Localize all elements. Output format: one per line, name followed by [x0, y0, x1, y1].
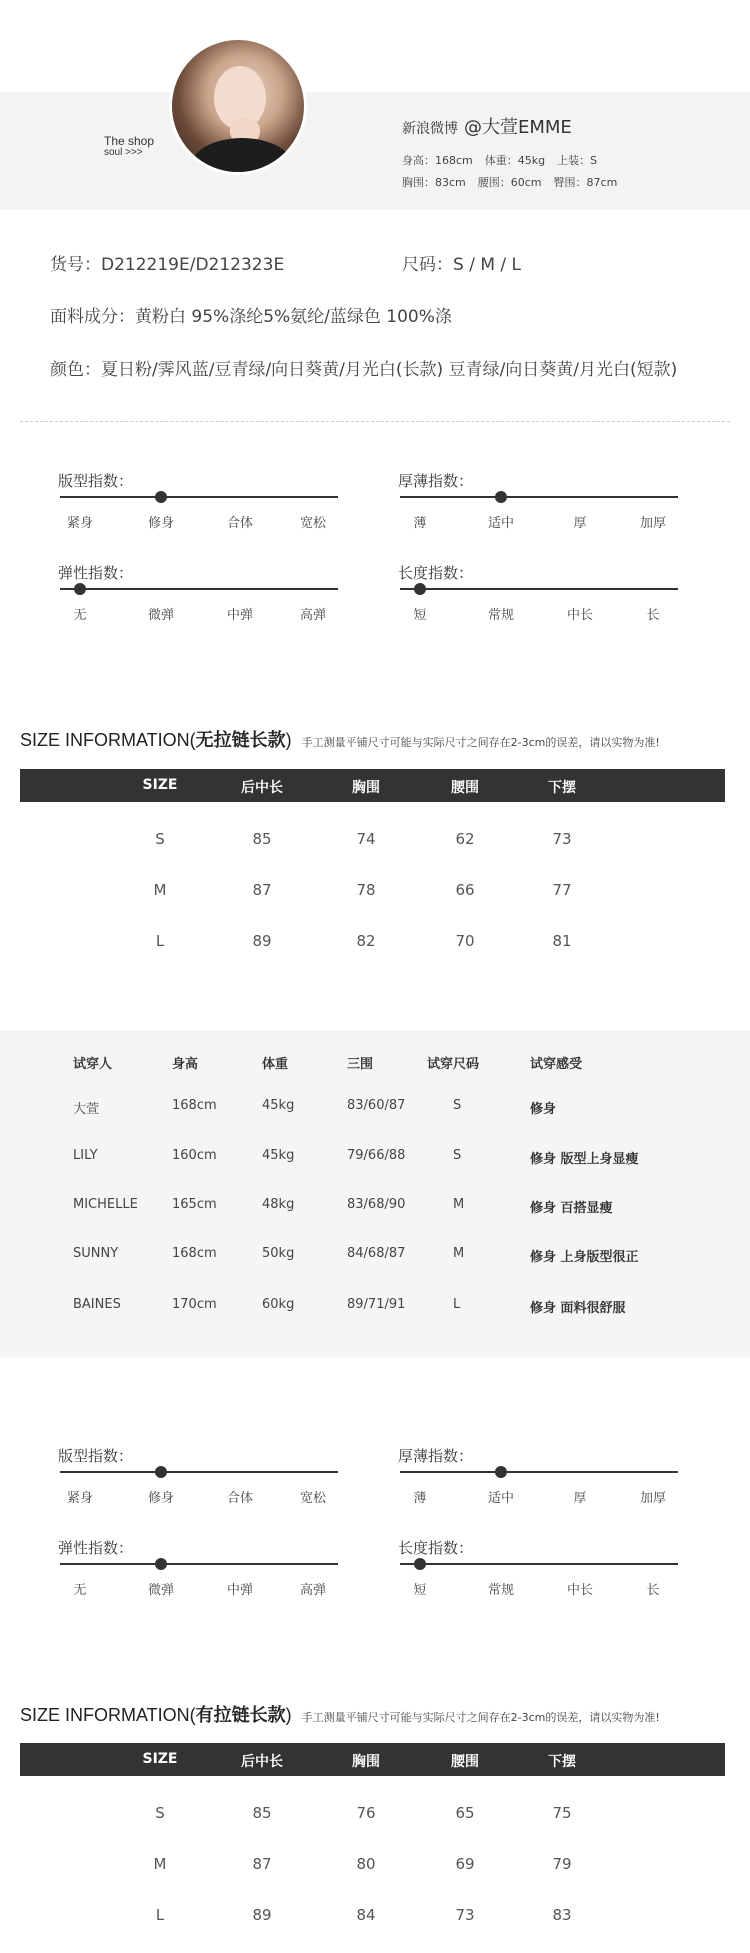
- index-label: 中弹: [226, 608, 253, 623]
- index-title: 版型指数：: [58, 472, 134, 490]
- index-marker: [414, 1558, 426, 1570]
- weibo-line: [402, 113, 572, 139]
- tryon-cell: 45kg: [262, 1148, 295, 1163]
- index-label: 宽松: [299, 1491, 326, 1506]
- index-label: 合体: [226, 1491, 253, 1506]
- size-table-cell: 74: [356, 830, 376, 848]
- size-table-2-title: [20, 1701, 660, 1727]
- tryon-cell: MICHELLE: [73, 1197, 138, 1212]
- size-table-cell: 82: [356, 932, 376, 950]
- size-table-1-title: [20, 726, 660, 752]
- tryon-cell: 83/60/87: [347, 1098, 406, 1113]
- size-note: 手工测量平铺尺寸可能与实际尺寸之间存在2-3cm的误差，请以实物为准!: [301, 736, 660, 749]
- index-marker: [495, 1466, 507, 1478]
- size-title-bold: 无拉链长款: [195, 730, 286, 750]
- size-table-cell: 89: [252, 932, 272, 950]
- index-title: 长度指数：: [398, 1539, 474, 1557]
- index-label: 常规: [487, 608, 514, 623]
- index-label: 薄: [413, 1491, 427, 1506]
- index-track: [60, 1471, 338, 1473]
- product-sizes: 尺码：S / M / L: [402, 255, 521, 275]
- tryon-cell: 大萱: [73, 1102, 100, 1117]
- index-label: 短: [413, 608, 427, 623]
- product-sku: 货号：D212219E/D212323E: [50, 255, 285, 275]
- index-label: 紧身: [66, 1491, 93, 1506]
- dashed-divider: [20, 421, 730, 422]
- size-title-prefix: SIZE INFORMATION(: [20, 1705, 196, 1725]
- index-label: 微弹: [147, 608, 174, 623]
- index-label: 紧身: [66, 516, 93, 531]
- stat-weight: 体重：45kg: [484, 154, 546, 167]
- index-title: 厚薄指数：: [398, 472, 474, 490]
- index-label: 微弹: [147, 1583, 174, 1598]
- shop-tag-line1: The shop: [104, 134, 155, 148]
- stat-bust: 胸围：83cm: [402, 176, 466, 189]
- size-table-cell: 87: [252, 1855, 272, 1873]
- size-table-cell: S: [155, 830, 165, 848]
- index-label: 修身: [147, 516, 174, 531]
- tryon-cell: LILY: [73, 1148, 98, 1163]
- product-colors: 颜色：夏日粉/霁风蓝/豆青绿/向日葵黄/月光白(长款) 豆青绿/向日葵黄/月光白(短款): [50, 360, 678, 380]
- index-track: [60, 1563, 338, 1565]
- tryon-column-header: 试穿感受: [530, 1057, 583, 1072]
- model-avatar: [169, 37, 307, 175]
- length-index-scale-2: [398, 1537, 683, 1597]
- size-table-cell: 75: [552, 1804, 572, 1822]
- size-table-cell: M: [153, 1855, 167, 1873]
- index-label: 中长: [566, 1583, 593, 1598]
- size-title-suffix: ): [285, 1705, 292, 1725]
- thickness-index-scale-2: [398, 1445, 683, 1505]
- size-column-header: 胸围: [352, 780, 380, 796]
- fit-index-scale-2: [58, 1445, 343, 1505]
- tryon-cell: SUNNY: [73, 1246, 119, 1261]
- index-marker: [74, 583, 86, 595]
- tryon-cell: 修身 百搭显瘦: [530, 1201, 613, 1216]
- tryon-cell: 165cm: [172, 1197, 217, 1212]
- size-table-cell: 76: [356, 1804, 376, 1822]
- length-index-scale: [398, 562, 683, 622]
- index-title: 长度指数：: [398, 564, 474, 582]
- index-title: 弹性指数：: [58, 564, 134, 582]
- size-title-prefix: SIZE INFORMATION(: [20, 730, 196, 750]
- index-label: 厚: [573, 516, 587, 531]
- stat-waist: 腰围：60cm: [477, 176, 542, 189]
- stat-height: 身高：168cm: [402, 154, 473, 167]
- size-column-header: SIZE: [142, 1751, 178, 1767]
- model-stats-row2: [402, 172, 629, 194]
- size-table-cell: 89: [252, 1906, 272, 1924]
- index-label: 加厚: [639, 516, 666, 531]
- size-column-header: 下摆: [548, 780, 576, 796]
- size-table-cell: M: [153, 881, 167, 899]
- size-title-suffix: ): [285, 730, 292, 750]
- size-table-cell: 73: [455, 1906, 475, 1924]
- size-column-header: 后中长: [241, 1754, 283, 1770]
- index-label: 高弹: [299, 1583, 326, 1598]
- tryon-cell: 45kg: [262, 1098, 295, 1113]
- index-marker: [155, 1558, 167, 1570]
- index-label: 长: [646, 1583, 660, 1598]
- index-label: 宽松: [299, 516, 326, 531]
- index-title: 版型指数：: [58, 1447, 134, 1465]
- index-label: 厚: [573, 1491, 587, 1506]
- size-column-header: 腰围: [451, 780, 479, 796]
- index-track: [60, 496, 338, 498]
- size-table-cell: 77: [552, 881, 572, 899]
- size-table-cell: 69: [455, 1855, 475, 1873]
- index-marker: [155, 1466, 167, 1478]
- size-table-cell: 66: [455, 881, 475, 899]
- stat-hip: 臀围：87cm: [553, 176, 618, 189]
- tryon-cell: 168cm: [172, 1098, 217, 1113]
- model-stats-row1: [402, 150, 629, 172]
- size-table-cell: 81: [552, 932, 572, 950]
- tryon-cell: 89/71/91: [347, 1297, 406, 1312]
- index-track: [60, 588, 338, 590]
- index-label: 适中: [487, 516, 514, 531]
- tryon-cell: M: [453, 1246, 465, 1261]
- size-table-cell: 62: [455, 830, 475, 848]
- size-table-cell: 85: [252, 830, 272, 848]
- tryon-cell: 48kg: [262, 1197, 295, 1212]
- weibo-label: 新浪微博: [402, 121, 458, 137]
- size-table-cell: 83: [552, 1906, 572, 1924]
- index-label: 合体: [226, 516, 253, 531]
- tryon-cell: 修身 上身版型很正: [530, 1250, 639, 1265]
- size-table-2-header: [20, 1743, 725, 1776]
- size-table-cell: 80: [356, 1855, 376, 1873]
- size-table-1-header: [20, 769, 725, 802]
- size-column-header: 下摆: [548, 1754, 576, 1770]
- size-table-cell: 84: [356, 1906, 376, 1924]
- model-stats: [402, 150, 629, 194]
- tryon-cell: 160cm: [172, 1148, 217, 1163]
- size-column-header: SIZE: [142, 777, 178, 793]
- size-table-cell: 78: [356, 881, 376, 899]
- index-label: 短: [413, 1583, 427, 1598]
- tryon-cell: 84/68/87: [347, 1246, 406, 1261]
- size-column-header: 后中长: [241, 780, 283, 796]
- index-label: 高弹: [299, 608, 326, 623]
- index-title: 弹性指数：: [58, 1539, 134, 1557]
- index-marker: [414, 583, 426, 595]
- fit-index-scale: [58, 470, 343, 530]
- elasticity-index-scale-2: [58, 1537, 343, 1597]
- index-track: [400, 1563, 678, 1565]
- index-label: 常规: [487, 1583, 514, 1598]
- tryon-cell: 168cm: [172, 1246, 217, 1261]
- tryon-cell: 83/68/90: [347, 1197, 406, 1212]
- tryon-cell: L: [453, 1297, 461, 1312]
- index-marker: [155, 491, 167, 503]
- elasticity-index-scale: [58, 562, 343, 622]
- index-marker: [495, 491, 507, 503]
- index-track: [400, 496, 678, 498]
- size-table-cell: L: [155, 1906, 165, 1924]
- tryon-column-header: 试穿尺码: [427, 1057, 480, 1072]
- tryon-cell: S: [453, 1098, 462, 1113]
- index-title: 厚薄指数：: [398, 1447, 474, 1465]
- avatar-body: [190, 138, 294, 175]
- size-column-header: 胸围: [352, 1754, 380, 1770]
- size-table-cell: 87: [252, 881, 272, 899]
- index-label: 薄: [413, 516, 427, 531]
- tryon-column-header: 试穿人: [73, 1057, 113, 1072]
- size-note: 手工测量平铺尺寸可能与实际尺寸之间存在2-3cm的误差，请以实物为准!: [301, 1711, 660, 1724]
- tryon-cell: BAINES: [73, 1297, 121, 1312]
- tryon-cell: S: [453, 1148, 462, 1163]
- index-label: 中长: [566, 608, 593, 623]
- product-fabric: 面料成分：黄粉白 95%涤纶5%氨纶/蓝绿色 100%涤: [50, 307, 452, 327]
- size-table-cell: 79: [552, 1855, 572, 1873]
- weibo-handle: @大萱EMME: [464, 117, 572, 138]
- index-label: 长: [646, 608, 660, 623]
- shop-tag-line2: soul >>>: [104, 147, 143, 158]
- index-label: 修身: [147, 1491, 174, 1506]
- tryon-column-header: 身高: [172, 1057, 199, 1072]
- tryon-cell: 50kg: [262, 1246, 295, 1261]
- shop-tag: [104, 135, 154, 159]
- tryon-cell: 修身: [530, 1102, 557, 1117]
- index-track: [400, 588, 678, 590]
- size-table-cell: 65: [455, 1804, 475, 1822]
- tryon-cell: M: [453, 1197, 465, 1212]
- index-label: 无: [73, 608, 87, 623]
- size-table-cell: 70: [455, 932, 475, 950]
- size-table-cell: L: [155, 932, 165, 950]
- index-label: 加厚: [639, 1491, 666, 1506]
- tryon-cell: 修身 面料很舒服: [530, 1301, 626, 1316]
- index-label: 适中: [487, 1491, 514, 1506]
- size-table-cell: S: [155, 1804, 165, 1822]
- tryon-column-header: 体重: [262, 1057, 289, 1072]
- size-title-bold: 有拉链长款: [195, 1705, 286, 1725]
- index-track: [400, 1471, 678, 1473]
- tryon-cell: 170cm: [172, 1297, 217, 1312]
- stat-top-size: 上装：S: [557, 154, 598, 167]
- index-label: 无: [73, 1583, 87, 1598]
- size-column-header: 腰围: [451, 1754, 479, 1770]
- index-label: 中弹: [226, 1583, 253, 1598]
- thickness-index-scale: [398, 470, 683, 530]
- tryon-cell: 修身 版型上身显瘦: [530, 1152, 639, 1167]
- size-table-cell: 85: [252, 1804, 272, 1822]
- size-table-cell: 73: [552, 830, 572, 848]
- tryon-cell: 79/66/88: [347, 1148, 406, 1163]
- tryon-cell: 60kg: [262, 1297, 295, 1312]
- tryon-column-header: 三围: [347, 1057, 374, 1072]
